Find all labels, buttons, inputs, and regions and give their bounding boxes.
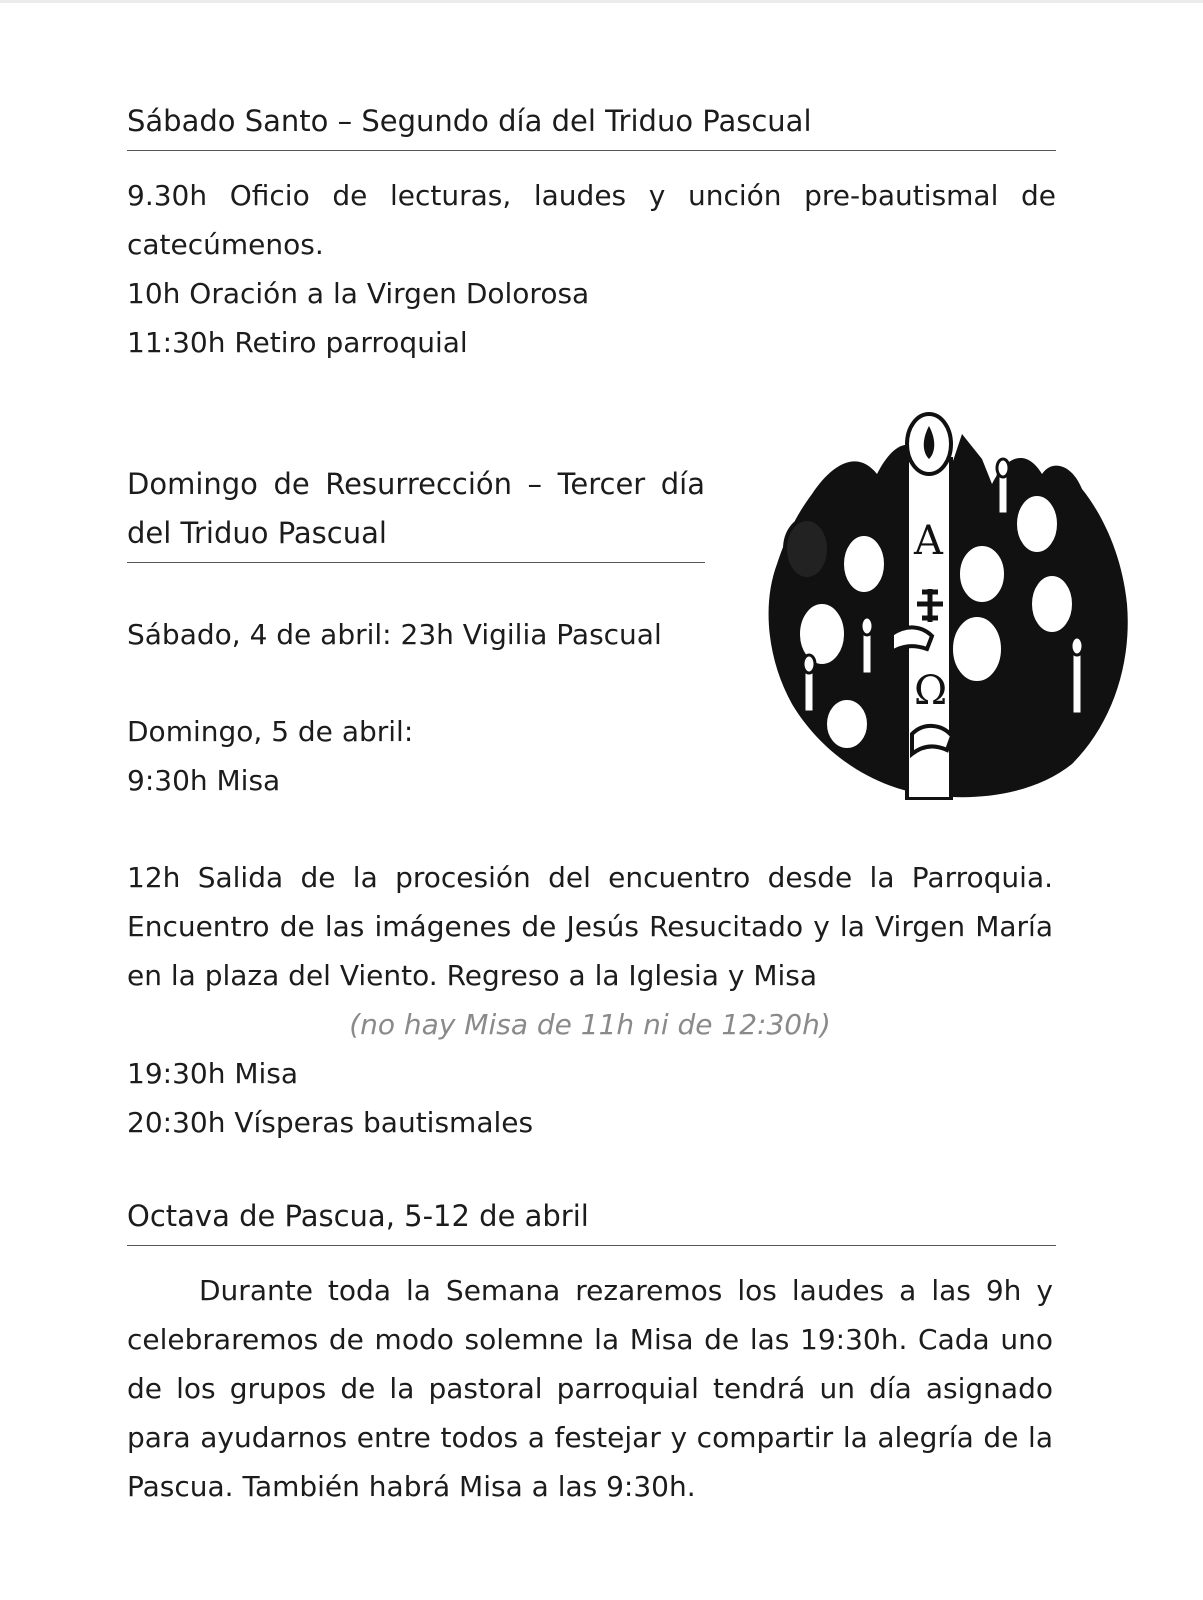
schedule-line: 19:30h Misa xyxy=(127,1057,299,1090)
domingo-date: Domingo, 5 de abril: xyxy=(127,715,414,748)
schedule-line: 20:30h Vísperas bautismales xyxy=(127,1106,534,1139)
note-text: (no hay Misa de 11h ni de 12:30h) xyxy=(349,1008,831,1041)
section-octava-pascua xyxy=(127,1192,1056,1511)
schedule-line: 9:30h Misa xyxy=(127,764,281,797)
schedule-paragraph: 9.30h Oficio de lecturas, laudes y unción pre-bautismal de catecúmenos. xyxy=(127,179,1056,261)
section-heading xyxy=(127,460,705,563)
schedule-line: 11:30h Retiro parroquial xyxy=(127,326,468,359)
heading-line: del Triduo Pascual xyxy=(127,516,387,550)
heading-line: Domingo de Resurrección – Tercer día xyxy=(127,467,705,501)
octava-paragraph: Durante toda la Semana rezaremos los laudes a las 9h y celebraremos de modo solemne la Misa de las 19:30h. Cada uno de los grupos de la pastoral parroquial tendrá un día asignado para ayudarnos entre todos a festejar y compartir la alegría de la Pascua. También habrá Misa a las 9:30h. xyxy=(127,1274,1053,1503)
vigilia-line: Sábado, 4 de abril: 23h Vigilia Pascual xyxy=(127,618,662,651)
omega-letter: Ω xyxy=(914,668,948,714)
section-sabado-santo xyxy=(127,97,1056,367)
schedule-line: 10h Oración a la Virgen Dolorosa xyxy=(127,277,590,310)
alpha-letter: Α xyxy=(914,518,943,564)
section-domingo-resurreccion xyxy=(127,460,705,563)
section-heading: Octava de Pascua, 5-12 de abril xyxy=(127,1192,1056,1246)
procesion-paragraph: 12h Salida de la procesión del encuentro desde la Parroquia. Encuentro de las imágenes de Jesús Resucitado y la Virgen María en la plaza del Viento. Regreso a la Iglesia y Misa xyxy=(127,861,1053,992)
easter-candle-crowd-illustration xyxy=(752,404,1134,800)
section-heading: Sábado Santo – Segundo día del Triduo Pascual xyxy=(127,97,1056,151)
top-border xyxy=(0,0,1203,3)
procesion-block xyxy=(127,853,1053,1147)
